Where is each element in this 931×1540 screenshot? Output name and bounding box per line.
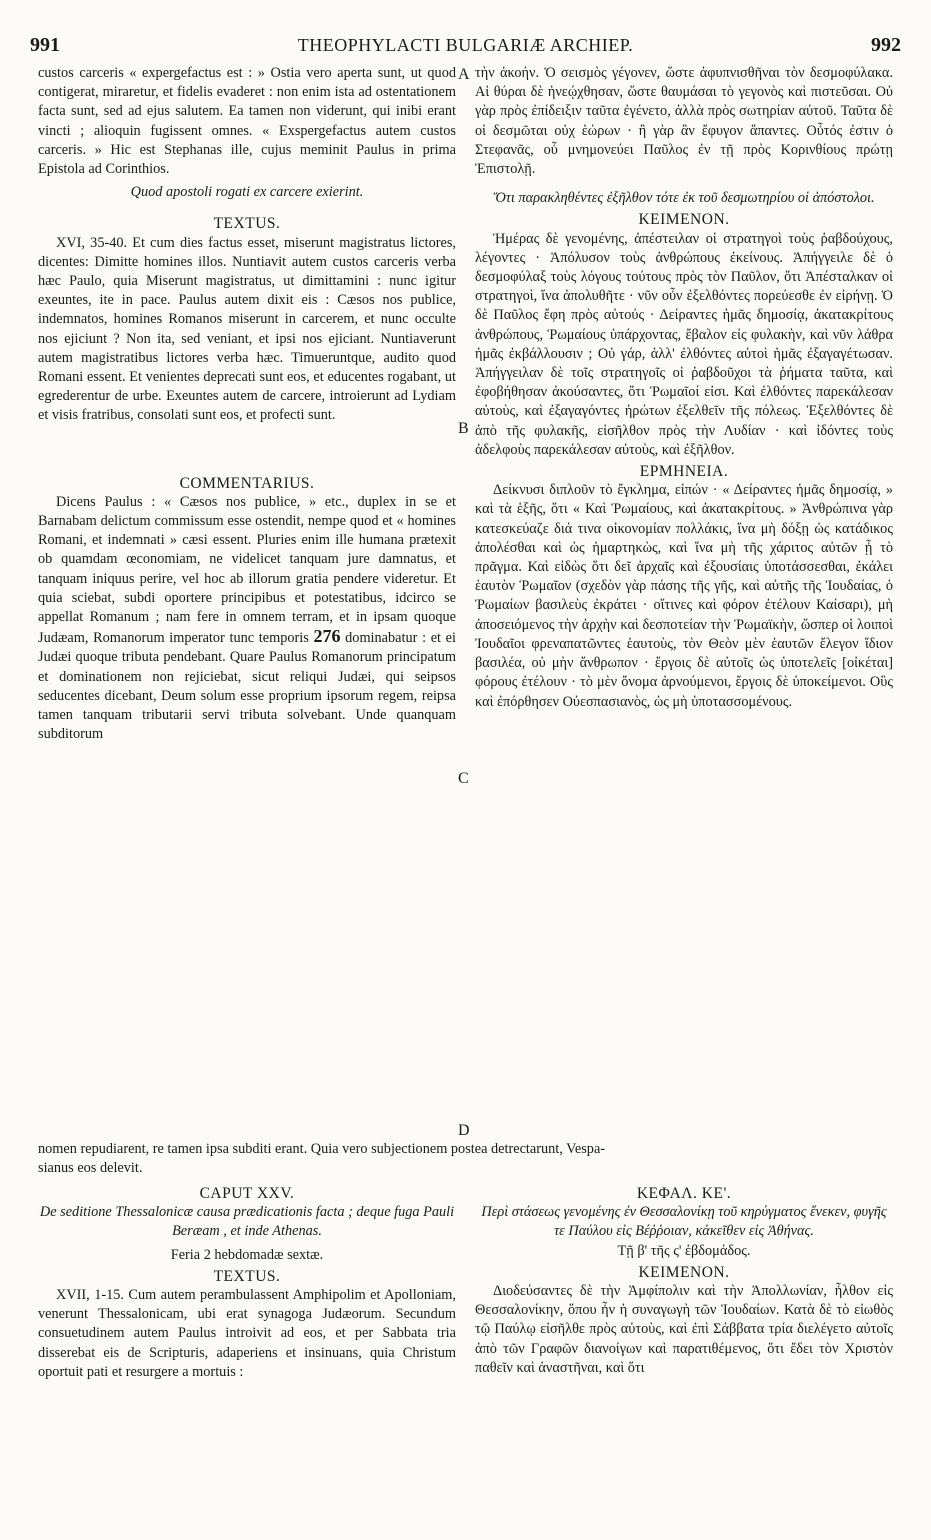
spanning-line-2: sianus eos delevit.: [38, 1160, 143, 1177]
folio-number: 276: [313, 626, 341, 647]
latin-textus-heading-1: TEXTUS.: [213, 215, 281, 233]
running-title: THEOPHYLACTI BULGARIÆ ARCHIEP.: [297, 35, 634, 55]
latin-textus-heading-2: TEXTUS.: [213, 1267, 281, 1285]
latin-caput-heading: CAPUT XXV.: [199, 1185, 295, 1202]
marker-b: B: [458, 420, 469, 437]
marker-d: D: [458, 1122, 470, 1139]
right-page-number: 992: [870, 34, 901, 56]
latin-commentarius-heading: COMMENTARIUS.: [179, 474, 315, 492]
greek-keimenon-heading-1: ΚΕΙΜΕΝΟΝ.: [638, 211, 730, 229]
latin-commentarius-part-1: Dicens Paulus : « Cæsos nos publice, » etc., duplex in se et Barnabam delictum commissum esse ostendit, nempe quod et « homines Romani, et indemnati » cæsi essent. Pluries enim ille humana prætexit ob quamdam œconomiam, ne videlicet tanquam jure damnatus, et tanquam iniquus perire, vel hoc ab illorum gratia pendere videretur. Et quia sciebat, subdi oportere principibus et potestatibus, idcirco se appellat Romanum ; nam fere in omnem terram, et in ipsam quoque Judæam, Romanorum imperator tunc temporis 276 dominabatur : et ei Judæi quoque tributa pendebant. Quare Paulus Romanorum principatum et dominationem non rejiciebat, sicut reliqui Judæi, qui seipsos seducentes dicebant, Deum solum esse proprium ipsorum regem, reipsa tamen tanquam tributarii servi tributa solvebant. Unde quanquam subditorum: [38, 493, 457, 743]
latin-caput-caption: De seditione Thessalonicæ causa prædicationis facta ; deque fuga Pauli Beræam , et inde Athenas.: [39, 1204, 455, 1240]
greek-keimenon-2: Διοδεύσαντες δὲ τὴν Ἀμφίπολιν καὶ τὴν Ἀπολλωνίαν, ἦλθον εἰς Θεσσαλονίκην, ὅπου ἦν ἡ συναγωγὴ τῶν Ἰουδαίων. Κατὰ δὲ τὸ εἰωθὸς τῷ Παύλῳ εἰσῆλθε πρὸς αὐτοὺς, καὶ ἐπὶ Σάββατα τρία διελέγετο αὐτοῖς ἀπὸ τῶν Γραφῶν διανοίγων καὶ παρατιθέμενος, ὅτι ἔδει τὸν Χριστὸν παθεῖν καὶ ἀναστῆναι, καὶ ὅτι: [475, 1283, 893, 1376]
marker-a: A: [458, 66, 470, 83]
marker-c: C: [458, 770, 469, 787]
greek-kephal-caption: Περὶ στάσεως γενομένης ἐν Θεσσαλονίκῃ τοῦ κηρύγματος ἕνεκεν, φυγῆς τε Παύλου εἰς Βέῤῥοιαν, κἀκεῖθεν εἰς Ἀθήνας.: [481, 1204, 887, 1240]
latin-column-bottom: [38, 1182, 456, 1382]
two-column-body: [30, 64, 901, 1509]
greek-intro: τὴν ἀκοήν. Ὁ σεισμὸς γέγονεν, ὥστε ἀφυπνισθῆναι τὸν δεσμοφύλακα. Αἱ θύραι δὲ ἠνεῴχθησαν, ὥστε θαυμάσαι τὸ γεγονὸς καὶ πιστεῦσαι. Οὐ γὰρ πρὸς ἐπίδειξιν ταῦτα ἐγένετο, ἀλλὰ πρὸς σωτηρίαν αὐτοῦ. Ταῦτα δὲ οἱ δεσμῶται οὐχ ἑώρων · ἢ γὰρ ἂν ἔφυγον ἅπαντες. Οὗτός ἐστιν ὁ Στεφανᾶς, οὗ μνημονεύει Παῦλος ἐν τῇ πρὸς Κορινθίους πρώτῃ Ἐπιστολῇ.: [475, 65, 893, 178]
greek-kephal-heading: ΚΕΦΑΛ. ΚΕ'.: [636, 1185, 732, 1202]
page-header: [30, 34, 901, 64]
greek-hermeneia-heading: ΕΡΜΗΝΕΙΑ.: [639, 463, 729, 481]
greek-column-bottom: [475, 1182, 893, 1378]
spanning-text: [38, 1140, 893, 1178]
greek-keimenon-heading-2: ΚΕΙΜΕΝΟΝ.: [638, 1263, 730, 1281]
latin-column: [38, 64, 456, 745]
latin-caption-1: Quod apostoli rogati ex carcere exierint.: [130, 184, 364, 201]
latin-textus-1: XVI, 35-40. Et cum dies factus esset, miserunt magistratus lictores, dicentes: Dimitte homines illos. Nuntiavit autem custos carceris verba hæc Paulo, quia Miserunt magistratus, ut dimittamini : nunc igitur exeuntes, ite in pace. Paulus autem dixit eis : Cæsos nos publice, indemnatos, homines Romanos miserunt in carcerem, et nunc occulte nos ejiciunt ? Non ita, sed veniant, et ipsi nos ejiciant. Nuntiaverunt autem magistratibus lictores verba hæc. Timueruntque, audito quod Romani essent. Et venientes deprecati sunt eos, et educentes rogabant, ut egrederentur de urbe. Exeuntes autem de carcere, introierunt ad Lydiam et visis fratribus, consolati sunt eos, et profecti sunt.: [38, 234, 456, 424]
greek-column: [475, 64, 893, 712]
greek-caption-1: Ὅτι παρακληθέντες ἐξῆλθον τότε ἐκ τοῦ δεσμωτηρίου οἱ ἀπόστολοι.: [493, 190, 875, 207]
latin-textus-2: XVII, 1-15. Cum autem perambulassent Amphipolim et Apolloniam, venerunt Thessalonicam, ubi erat synagoga Judæorum. Secundum consuetudinem autem Paulus introivit ad eos, et per Sabbata tria disserebat eis de Scripturis, adaperiens et insinuans, quia Christum oportuit pati et resurgere a mortuis :: [38, 1287, 456, 1380]
latin-feria: Feria 2 hebdomadæ sextæ.: [170, 1246, 324, 1263]
greek-hermeneia: Δείκνυσι διπλοῦν τὸ ἔγκλημα, εἰπών · « Δείραντες ἡμᾶς δημοσίᾳ, » καὶ τὰ ἑξῆς, ὅτι « Καὶ Ῥωμαίους, καὶ ἀκατακρίτους. » Ἀνθρώπινα γὰρ κατεσκεύαζε διά τινα οἰκονομίαν πολλάκις, ἵνα μὴ δόξῃ ὡς κατάδικος ἀπολέσθαι καὶ ὡς ἡμαρτηκὼς, καὶ ἵνα μὴ τῆς χάριτος αὐτῶν ᾖ τὸ πρᾶγμα. Καὶ εἰδὼς ὅτι δεῖ ἀρχαῖς καὶ ἐξουσίαις ὑποτάσσεσθαι, ἐκάλει ἑαυτὸν Ῥωμαῖον (σχεδὸν γὰρ πάσης τῆς γῆς, καὶ αὐτῆς τῆς Ἰουδαίας, ὁ Ῥωμαίων βασιλεὺς ἐκράτει · οἵτινες καὶ φόρον ἐτέλουν Καίσαρι), μὴ ἀποσειόμενος τὴν ἀρχὴν καὶ δεσποτείαν τὴν Ῥωμαϊκὴν, ὥσπερ οἱ λοιποὶ Ἰουδαῖοι φρεναπατῶντες ἑαυτοὺς, τὸν Θεὸν μὲν ἑαυτῶν ἔλεγον ἴδιον βασιλέα, οὐ μὴν ἄνθρωπον · ἔργοις δὲ αὐτοῖς ὡς ὑποτελεῖς [οἰκέται] φόρους ἐτέλουν · τὸ μὲν ὄνομα ἀρνούμενοι, ἔργοις δὲ ὑποκείμενοι. Οὓς καὶ ἐπόρθησεν Οὐεσπασιανὸς, ὡς μὴ ὑποτασσομένους.: [475, 482, 893, 710]
left-page-number: 991: [30, 34, 60, 56]
greek-hebdomad: Τῇ β' τῆς ς' ἑβδομάδος.: [617, 1242, 751, 1259]
greek-keimenon-1: Ἡμέρας δὲ γενομένης, ἀπέστειλαν οἱ στρατηγοὶ τοὺς ῥαβδούχους, λέγοντες · Ἀπόλυσον τοὺς ἀνθρώπους ἐκείνους. Ἀπήγγειλε δὲ ὁ δεσμοφύλαξ τοὺς λόγους τούτους πρὸς τὸν Παῦλον, ὅτι Ἀπέσταλκαν οἱ στρατηγοὶ, ἵνα ἀπολυθῆτε · νῦν οὖν ἐξελθόντες πορεύεσθε ἐν εἰρήνῃ. Ὁ δὲ Παῦλος ἔφη πρὸς αὐτούς · Δείραντες ἡμᾶς δημοσίᾳ, ἀκατακρίτους ἀνθρώπους, Ῥωμαίους ὑπάρχοντας, ἔβαλον εἰς φυλακὴν, καὶ νῦν λάθρα ἡμᾶς ἐκβάλλουσιν ; Οὐ γάρ, ἀλλ' ἐλθόντες αὐτοὶ ἡμᾶς ἐξαγαγέτωσαν. Ἀπήγγειλαν δὲ τοῖς στρατηγοῖς οἱ ῥαβδοῦχοι τὰ ῥήματα ταῦτα, καὶ ἐφοβήθησαν ἀκούσαντες, ὅτι Ῥωμαῖοί εἰσι. Καὶ ἐλθόντες παρεκάλεσαν αὐτοὺς, καὶ ἐξαγαγόντες ἠρώτων ἐξελθεῖν τῆς πόλεως. Ἐξελθόντες δὲ ἀπὸ τῆς φυλακῆς, εἰσῆλθον πρὸς τὴν Λυδίαν · καὶ ἰδόντες τοὺς ἀδελφοὺς παρεκάλεσαν αὐτοὺς, καὶ ἐξῆλθον.: [475, 230, 893, 458]
spanning-line-1: nomen repudiarent, re tamen ipsa subditi erant. Quia vero subjectionem postea detrectarunt, Vespa-: [38, 1141, 606, 1157]
latin-intro: custos carceris « expergefactus est : » Ostia vero aperta sunt, ut quod contigerat, miraretur, et fidelis evaderet : non enim ista ad ostentationem facta sunt, sed ad ejus salutem. Ea tamen non viderunt, qui inibi erant vincti ; alioquin fugissent omnes. « Exspergefactus autem custos carceris. » Hic est Stephanas ille, cujus meminit Paulus in prima Epistola ad Corinthios.: [38, 65, 456, 178]
